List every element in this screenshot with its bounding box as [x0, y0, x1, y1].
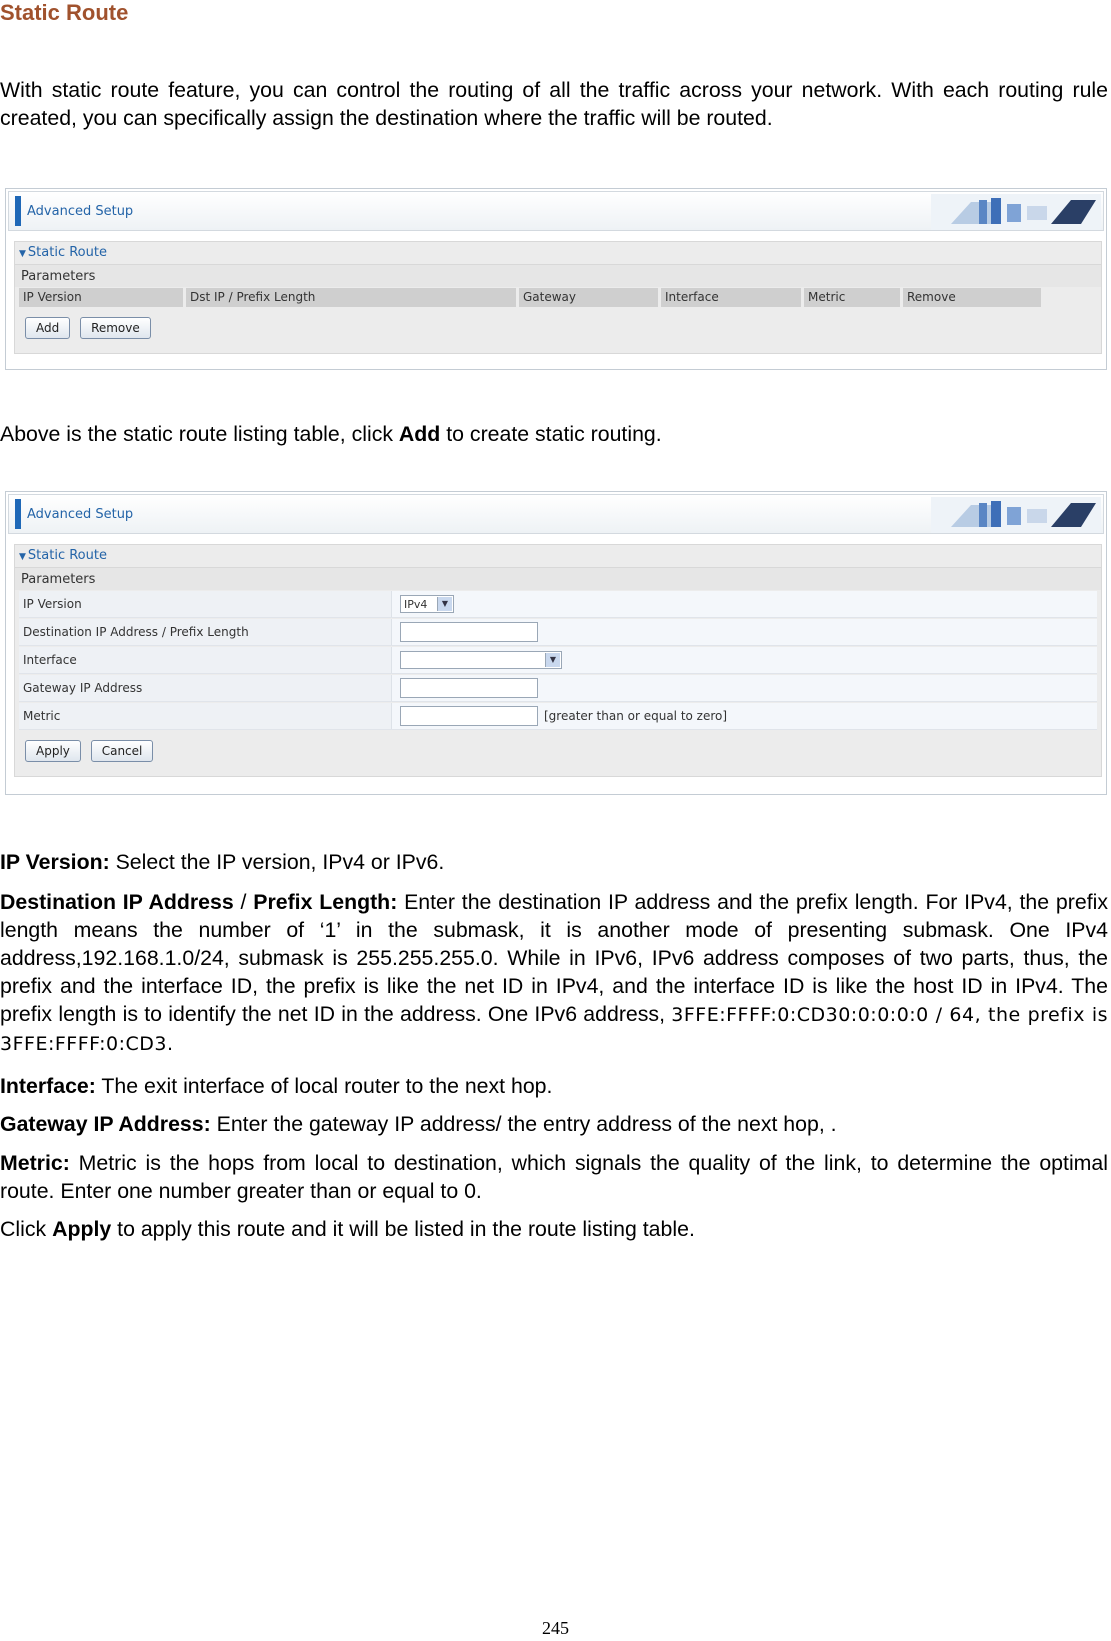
prefix-length-term: Prefix Length:	[253, 890, 398, 914]
collapse-triangle-icon: ▼	[19, 249, 26, 259]
gateway-term: Gateway IP Address:	[0, 1112, 211, 1136]
gateway-row	[19, 675, 1097, 702]
destination-input[interactable]	[400, 622, 538, 642]
ip-version-label: IP Version	[19, 591, 392, 617]
apply-note-apply: Apply	[52, 1217, 112, 1241]
destination-separator: /	[233, 890, 254, 914]
listing-note-text-end: to create static routing.	[440, 422, 662, 446]
destination-label: Destination IP Address / Prefix Length	[19, 619, 392, 645]
destination-text: Enter the destination IP address and the prefix length. For IPv4, the prefix length means the number of ‘1’ in the submask, it is another mode of presenting submask. One IPv4 address,192.168.1.0/24, submask is 255.255.255.0. While in IPv6, IPv6 address composes of two parts, thus, the prefix and the interface ID, the prefix is like the net ID in IPv4, and the interface ID is like the host ID in IPv4. The prefix length is to identify the net ID in the address. One IPv6 address,	[0, 890, 1108, 1026]
static-route-list-screenshot	[5, 188, 1107, 370]
collapse-triangle-icon: ▼	[19, 552, 26, 562]
ip-version-row	[19, 591, 1097, 618]
section-title-text: Static Route	[27, 548, 107, 563]
apply-paragraph	[0, 1215, 1108, 1243]
cancel-button[interactable]: Cancel	[91, 740, 154, 762]
metric-hint: [greater than or equal to zero]	[544, 709, 728, 723]
chevron-down-icon: ▼	[437, 597, 452, 611]
listing-note	[0, 420, 1108, 448]
gateway-text: Enter the gateway IP address/ the entry address of the next hop, .	[210, 1112, 837, 1136]
interface-paragraph	[0, 1072, 1108, 1100]
gateway-paragraph	[0, 1110, 1108, 1138]
route-table-header	[19, 288, 1097, 307]
apply-button[interactable]: Apply	[25, 740, 81, 762]
apply-note-text-end: to apply this route and it will be listed in the route listing table.	[111, 1217, 695, 1241]
apply-note-text: Click	[0, 1217, 53, 1241]
static-route-section	[14, 544, 1102, 777]
metric-paragraph	[0, 1149, 1108, 1205]
destination-row	[19, 619, 1097, 646]
gateway-label: Gateway IP Address	[19, 675, 392, 701]
add-button[interactable]: Add	[25, 317, 70, 339]
interface-term: Interface:	[0, 1074, 96, 1098]
static-route-form-screenshot	[5, 491, 1107, 795]
destination-term: Destination IP Address	[0, 890, 234, 914]
remove-button[interactable]: Remove	[80, 317, 151, 339]
intro-paragraph: With static route feature, you can control the routing of all the traffic across your network. With each routing rule created, you can specifically assign the destination where the traffic will be routed.	[0, 78, 1108, 130]
advanced-setup-header	[8, 191, 1104, 231]
interface-text: The exit interface of local router to the next hop.	[95, 1074, 553, 1098]
advanced-setup-title: Advanced Setup	[27, 507, 134, 522]
ip-version-selected: IPv4	[404, 597, 428, 611]
ip-version-paragraph	[0, 848, 1108, 876]
column-dst-ip: Dst IP / Prefix Length	[186, 288, 516, 307]
page-number: 245	[542, 1618, 569, 1638]
column-metric: Metric	[804, 288, 900, 307]
metric-text: Metric is the hops from local to destination, which signals the quality of the link, to determine the optimal route. Enter one number greater than or equal to 0.	[0, 1151, 1108, 1203]
column-interface: Interface	[661, 288, 801, 307]
form-buttons	[15, 730, 1101, 770]
network-banner-icon	[931, 194, 1101, 230]
ip-version-select[interactable]	[400, 595, 454, 613]
route-list-buttons	[15, 307, 1101, 347]
metric-label: Metric	[19, 703, 392, 729]
static-route-section-title[interactable]	[15, 545, 1101, 568]
interface-select[interactable]	[400, 651, 562, 669]
gateway-input[interactable]	[400, 678, 538, 698]
listing-note-text: Above is the static route listing table, click	[0, 422, 399, 446]
interface-row	[19, 647, 1097, 674]
parameters-label: Parameters	[15, 568, 1101, 590]
advanced-setup-header	[8, 494, 1104, 534]
ip-version-term: IP Version:	[0, 850, 110, 874]
metric-row	[19, 703, 1097, 730]
page-title: Static Route	[0, 0, 129, 25]
chevron-down-icon: ▼	[545, 653, 560, 667]
header-accent-bar	[15, 499, 21, 529]
interface-label: Interface	[19, 647, 392, 673]
ipv6-example: 3FFE:FFFF:0:CD30:0:0:0:0 / 64, the prefix is 3FFE:FFFF:0:CD3.	[0, 1004, 1108, 1055]
metric-input[interactable]	[400, 706, 538, 726]
ip-version-text: Select the IP version, IPv4 or IPv6.	[109, 850, 445, 874]
section-title-text: Static Route	[27, 245, 107, 260]
static-route-section-title[interactable]	[15, 242, 1101, 265]
header-accent-bar	[15, 196, 21, 226]
parameters-label: Parameters	[15, 265, 1101, 287]
destination-paragraph	[0, 888, 1108, 1058]
static-route-section	[14, 241, 1102, 354]
metric-term: Metric:	[0, 1151, 70, 1175]
column-gateway: Gateway	[519, 288, 658, 307]
column-remove: Remove	[903, 288, 1041, 307]
column-ip-version: IP Version	[19, 288, 183, 307]
listing-note-add: Add	[398, 422, 441, 446]
network-banner-icon	[931, 497, 1101, 533]
advanced-setup-title: Advanced Setup	[27, 204, 134, 219]
